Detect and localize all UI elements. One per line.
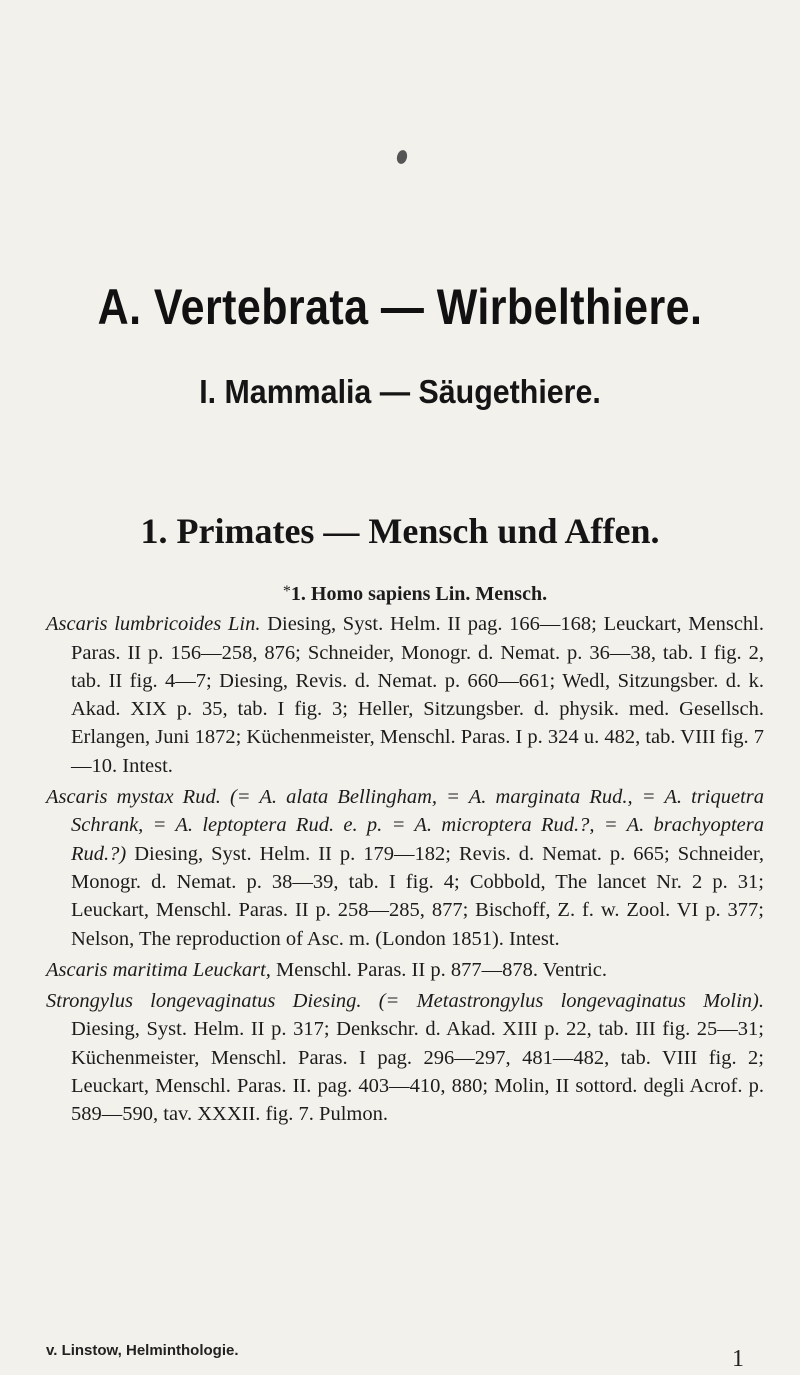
page-title: A. Vertebrata — Wirbelthiere.: [97, 279, 703, 335]
page-number: 1: [732, 1346, 744, 1372]
parasite-references: Diesing, Syst. Helm. II pag. 166—168; Leuckart, Menschl. Paras. II p. 156—258, 876; Schneider, Monogr. d. Nemat. p. 36—38, tab. I fig. 2, tab. II fig. 4—7; Diesing, Revis. d. Nemat. p. 660—661; Wedl, Sitzungsber. d. k. Akad. XIX p. 35, tab. I fig. 3; Heller, Sitzungsber. d. physik. med. Gesellsch. Erlangen, Juni 1872; Küchenmeister, Menschl. Paras. I p. 324 u. 482, tab. VIII fig. 7—10. Intest.: [71, 613, 764, 777]
footer-signature: v. Linstow, Helminthologie.: [46, 1342, 239, 1359]
parasite-entry: [46, 610, 764, 780]
class-heading: I. Mammalia — Säugethiere.: [199, 373, 601, 410]
parasite-entry: [46, 956, 764, 984]
parasite-references: Menschl. Paras. II p. 877—878. Ventric.: [270, 958, 608, 981]
species-label: 1. Homo sapiens Lin. Mensch.: [290, 583, 548, 605]
page-footer: [46, 1342, 764, 1372]
parasite-entry: [46, 783, 764, 953]
parasite-references: Diesing, Syst. Helm. II p. 317; Denkschr. d. Akad. XIII p. 22, tab. III fig. 25—31; Küchenmeister, Menschl. Paras. I pag. 296—297, 481—482, tab. VIII fig. 2; Leuckart, Menschl. Paras. II. pag. 403—410, 880; Molin, II sottord. degli Acrof. p. 589—590, tav. XXXII. fig. 7. Pulmon.: [71, 1018, 764, 1126]
parasite-name: Ascaris lumbricoides Lin.: [46, 613, 261, 636]
parasite-entry: [46, 987, 764, 1128]
parasite-name: Ascaris maritima Leuckart,: [46, 958, 271, 981]
body-text: [46, 578, 764, 1132]
species-marker: *: [282, 583, 291, 600]
species-heading: [46, 578, 764, 608]
parasite-references: Diesing, Syst. Helm. II p. 179—182; Revis. d. Nemat. p. 665; Schneider, Monogr. d. Nemat. p. 38—39, tab. I fig. 4; Cobbold, The lancet Nr. 2 p. 31; Leuckart, Menschl. Paras. II p. 258—285, 877; Bischoff, Z. f. w. Zool. VI p. 377; Nelson, The reproduction of Asc. m. (London 1851). Intest.: [71, 842, 764, 950]
order-heading: 1. Primates — Mensch und Affen.: [140, 511, 660, 551]
parasite-name: Ascaris mystax Rud. (= A. alata Bellingham, = A. marginata Rud., = A. triquetra Schrank, = A. leptoptera Rud. e. p. = A. microptera Rud.?, = A. brachyoptera Rud.?): [46, 786, 764, 865]
ink-blot-mark: [395, 149, 408, 165]
parasite-name: Strongylus longevaginatus Diesing. (= Metastrongylus longevaginatus Molin).: [46, 990, 764, 1013]
